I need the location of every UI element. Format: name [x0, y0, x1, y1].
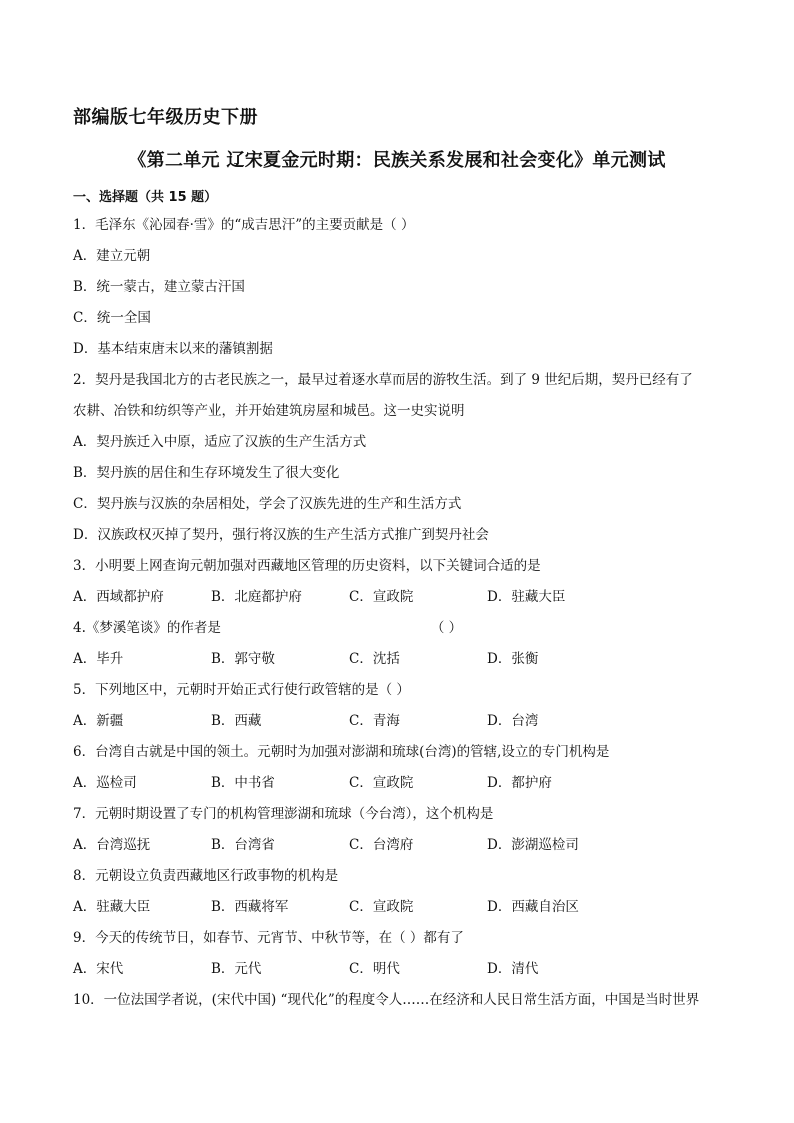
question-stem-text: 10．一位法国学者说，(宋代中国) “现代化”的程度令人……在经济和人民日常生活方面，中国是当时世界 [73, 992, 700, 1008]
answer-option: A．新疆 [73, 713, 124, 729]
answer-option: D．驻藏大臣 [487, 589, 566, 605]
answer-option: A．巡检司 [73, 775, 137, 791]
answer-option: C．宣政院 [349, 775, 414, 791]
question-stem [73, 861, 733, 892]
answer-option: C．沈括 [349, 651, 400, 667]
answer-option: D．澎湖巡检司 [487, 837, 579, 853]
option-row [73, 954, 733, 985]
question-stem [73, 210, 733, 241]
answer-option: B．台湾省 [211, 837, 275, 853]
question-stem-text: 3．小明要上网查询元朝加强对西藏地区管理的历史资料，以下关键词合适的是 [73, 558, 541, 574]
question-stem [73, 923, 733, 954]
question-stem-text: 7．元朝时期设置了专门的机构管理澎湖和琉球（今台湾），这个机构是 [73, 806, 494, 822]
answer-option: C．宣政院 [349, 589, 414, 605]
document-subtitle: 《第二单元 辽宋夏金元时期：民族关系发展和社会变化》单元测试 [128, 150, 666, 171]
question-list [73, 210, 733, 1016]
answer-option: B．中书省 [211, 775, 275, 791]
answer-option: A．宋代 [73, 961, 124, 977]
answer-option: D．清代 [487, 961, 539, 977]
option-row [73, 892, 733, 923]
answer-option: C．契丹族与汉族的杂居相处，学会了汉族先进的生产和生活方式 [73, 496, 462, 512]
question-stem [73, 396, 733, 427]
question-stem [73, 799, 733, 830]
option-row [73, 768, 733, 799]
option-row [73, 830, 733, 861]
question-stem-text: 1．毛泽东《沁园春·雪》的“成吉思汗”的主要贡献是（ ） [73, 217, 415, 233]
question-stem [73, 551, 733, 582]
answer-option: B．统一蒙古，建立蒙古汗国 [73, 279, 245, 295]
answer-option: A．契丹族迁入中原，适应了汉族的生产生活方式 [73, 434, 367, 450]
answer-option: B．契丹族的居住和生存环境发生了很大变化 [73, 465, 340, 481]
answer-option: C．台湾府 [349, 837, 414, 853]
question-stem-text: 5．下列地区中，元朝时开始正式行使行政管辖的是（ ） [73, 682, 410, 698]
question-stem [73, 365, 733, 396]
answer-option: D．台湾 [487, 713, 539, 729]
answer-parenthesis: （ ） [430, 620, 463, 636]
answer-option: A．驻藏大臣 [73, 899, 151, 915]
answer-option: B．西藏 [211, 713, 262, 729]
option-row [73, 706, 733, 737]
question-stem [73, 737, 733, 768]
answer-option: C．青海 [349, 713, 400, 729]
question-stem [73, 985, 733, 1016]
answer-option: B．元代 [211, 961, 262, 977]
section-heading: 一、选择题（共 15 题） [73, 190, 218, 205]
question-stem-text: 农耕、冶铁和纺织等产业，并开始建筑房屋和城邑。这一史实说明 [73, 403, 465, 419]
answer-option: D．基本结束唐末以来的藩镇割据 [73, 341, 273, 357]
question-stem [73, 613, 733, 644]
answer-option: C．明代 [349, 961, 400, 977]
answer-option: D．都护府 [487, 775, 552, 791]
question-stem-text: 8．元朝设立负责西藏地区行政事物的机构是 [73, 868, 339, 884]
answer-option: A．毕升 [73, 651, 124, 667]
answer-option: A．建立元朝 [73, 248, 151, 264]
answer-option: C．宣政院 [349, 899, 414, 915]
answer-option: A．西域都护府 [73, 589, 164, 605]
answer-option: B．北庭都护府 [211, 589, 302, 605]
option-row [73, 582, 733, 613]
question-stem-text: 6．台湾自古就是中国的领土。元朝时为加强对澎湖和琉球(台湾)的管辖,设立的专门机构是 [73, 744, 610, 760]
answer-option: B．西藏将军 [211, 899, 289, 915]
question-stem-text: 4.《梦溪笔谈》的作者是 [73, 620, 221, 636]
question-stem-text: 9．今天的传统节日，如春节、元宵节、中秋节等，在（ ）都有了 [73, 930, 464, 946]
document-title: 部编版七年级历史下册 [73, 107, 258, 128]
answer-option: D．西藏自治区 [487, 899, 579, 915]
question-stem [73, 675, 733, 706]
option-row [73, 644, 733, 675]
question-stem-text: 2．契丹是我国北方的古老民族之一，最早过着逐水草而居的游牧生活。到了 9 世纪后期，契丹已经有了 [73, 372, 693, 388]
answer-option: A．台湾巡抚 [73, 837, 151, 853]
answer-option: D．张衡 [487, 651, 539, 667]
answer-option: D．汉族政权灭掉了契丹，强行将汉族的生产生活方式推广到契丹社会 [73, 527, 489, 543]
answer-option: C．统一全国 [73, 310, 151, 326]
answer-option: B．郭守敬 [211, 651, 275, 667]
